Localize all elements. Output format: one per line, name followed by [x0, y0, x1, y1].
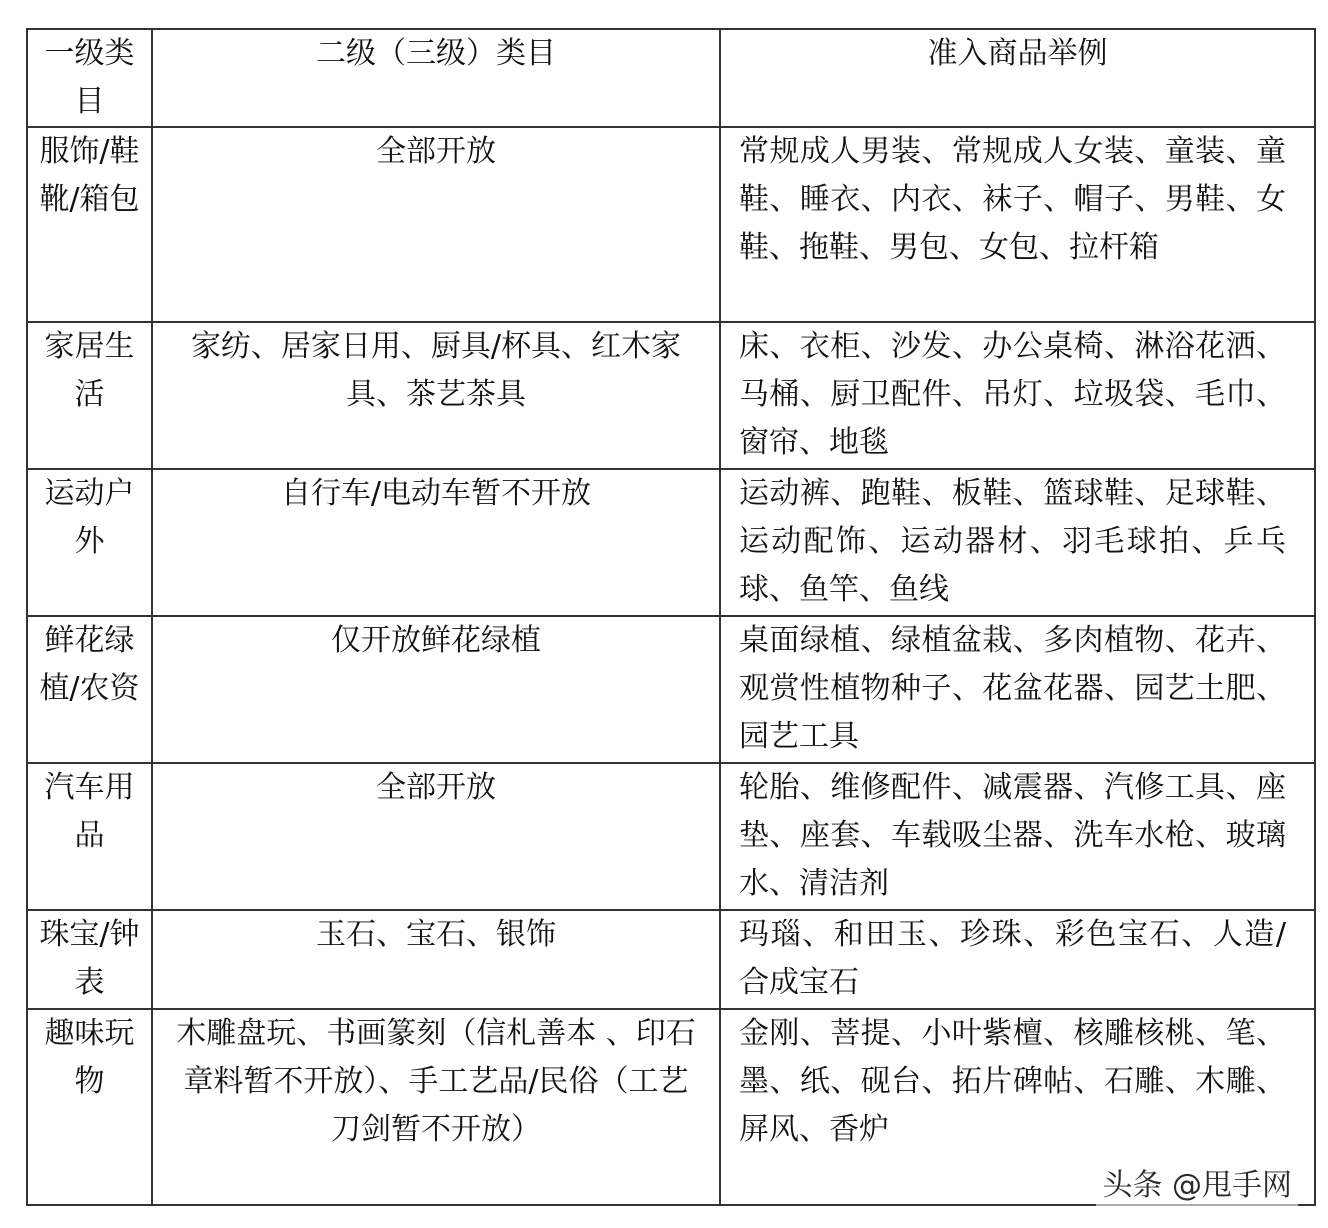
- first-level-cell: 趣味玩物: [27, 1009, 152, 1205]
- examples-cell: 轮胎、维修配件、减震器、汽修工具、座垫、座套、车载吸尘器、洗车水枪、玻璃水、清洁剂: [720, 763, 1315, 910]
- table-row: [27, 616, 1315, 763]
- examples-cell: 玛瑙、和田玉、珍珠、彩色宝石、人造/合成宝石: [720, 910, 1315, 1009]
- table-row: [27, 322, 1315, 469]
- first-level-cell: 鲜花绿植/农资: [27, 616, 152, 763]
- examples-cell: 运动裤、跑鞋、板鞋、篮球鞋、足球鞋、运动配饰、运动器材、羽毛球拍、乒乓球、鱼竿、鱼线: [720, 469, 1315, 616]
- first-level-cell: 运动户外: [27, 469, 152, 616]
- examples-cell: 桌面绿植、绿植盆栽、多肉植物、花卉、观赏性植物种子、花盆花器、园艺土肥、园艺工具: [720, 616, 1315, 763]
- examples-cell: 床、衣柜、沙发、办公桌椅、淋浴花洒、马桶、厨卫配件、吊灯、垃圾袋、毛巾、窗帘、地毯: [720, 322, 1315, 469]
- second-level-cell: 木雕盘玩、书画篆刻（信札善本 、印石章料暂不开放）、手工艺品/民俗（工艺刀剑暂不开放）: [152, 1009, 720, 1205]
- table-row: [27, 910, 1315, 1009]
- first-level-cell: 家居生活: [27, 322, 152, 469]
- second-level-cell: 全部开放: [152, 763, 720, 910]
- table-header-row: [27, 29, 1315, 127]
- header-first-level: 一级类目: [27, 29, 152, 127]
- second-level-cell: 玉石、宝石、银饰: [152, 910, 720, 1009]
- table-row: [27, 127, 1315, 322]
- second-level-cell: 全部开放: [152, 127, 720, 322]
- second-level-cell: 家纺、居家日用、厨具/杯具、红木家具、茶艺茶具: [152, 322, 720, 469]
- second-level-cell: 自行车/电动车暂不开放: [152, 469, 720, 616]
- examples-cell: 金刚、菩提、小叶紫檀、核雕核桃、笔、墨、纸、砚台、拓片碑帖、石雕、木雕、屏风、香炉: [720, 1009, 1315, 1205]
- table-row: [27, 469, 1315, 616]
- first-level-cell: 珠宝/钟表: [27, 910, 152, 1009]
- category-table: [26, 28, 1316, 1206]
- examples-cell: 常规成人男装、常规成人女装、童装、童鞋、睡衣、内衣、袜子、帽子、男鞋、女鞋、拖鞋、男包、女包、拉杆箱: [720, 127, 1315, 322]
- watermark: 头条 @甩手网: [1096, 1158, 1298, 1206]
- first-level-cell: 汽车用品: [27, 763, 152, 910]
- header-second-level: 二级（三级）类目: [152, 29, 720, 127]
- first-level-cell: 服饰/鞋靴/箱包: [27, 127, 152, 322]
- table-row: [27, 763, 1315, 910]
- header-examples: 准入商品举例: [720, 29, 1315, 127]
- second-level-cell: 仅开放鲜花绿植: [152, 616, 720, 763]
